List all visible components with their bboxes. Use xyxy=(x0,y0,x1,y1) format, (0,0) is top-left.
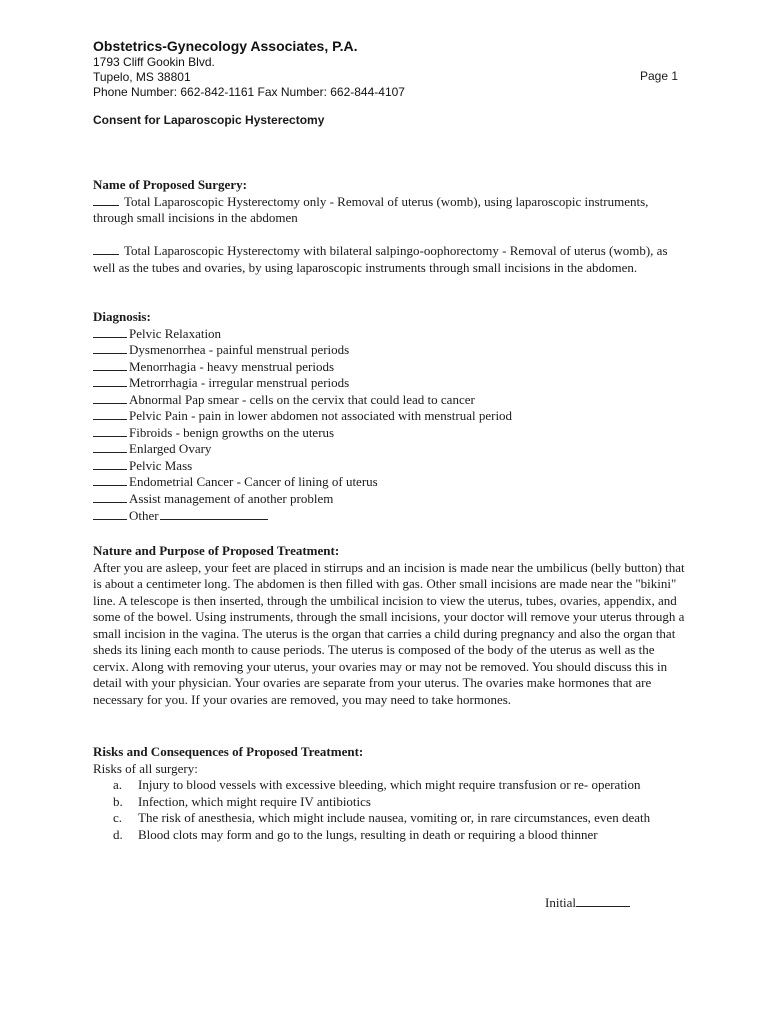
risks-list xyxy=(93,777,683,843)
diagnosis-checkline[interactable] xyxy=(93,508,127,520)
diagnosis-checkline[interactable] xyxy=(93,392,127,404)
diagnosis-checkline[interactable] xyxy=(93,425,127,437)
address-line-2: Tupelo, MS 38801 xyxy=(93,70,191,84)
practice-name: Obstetrics-Gynecology Associates, P.A. xyxy=(93,38,358,54)
diagnosis-item xyxy=(93,474,683,491)
risk-item-text: The risk of anesthesia, which might include nausea, vomiting or, in rare circumstances, even death xyxy=(138,810,651,825)
diagnosis-item-text: Assist management of another problem xyxy=(129,490,334,506)
diagnosis-checkline[interactable] xyxy=(93,491,127,503)
surgery-section xyxy=(93,177,683,276)
risks-intro: Risks of all surgery: xyxy=(93,760,198,776)
risk-item-text: Injury to blood vessels with excessive bleeding, which might require transfusion or re- operation xyxy=(138,777,641,792)
surgery-option-2-checkline[interactable] xyxy=(93,243,119,255)
diagnosis-checkline[interactable] xyxy=(93,441,127,453)
surgery-option-2 xyxy=(93,243,683,276)
diagnosis-item-text: Pelvic Mass xyxy=(129,457,193,473)
risk-item xyxy=(93,810,683,827)
diagnosis-item xyxy=(93,508,683,525)
diagnosis-item-text: Endometrial Cancer - Cancer of lining of uterus xyxy=(129,474,378,490)
diagnosis-item-text: Fibroids - benign growths on the uterus xyxy=(129,424,335,440)
diagnosis-item-text: Other xyxy=(129,507,159,523)
surgery-heading: Name of Proposed Surgery: xyxy=(93,177,247,192)
nature-section xyxy=(93,543,685,708)
diagnosis-checkline[interactable] xyxy=(93,458,127,470)
diagnosis-item xyxy=(93,408,683,425)
phone-fax: Phone Number: 662-842-1161 Fax Number: 662-844-4107 xyxy=(93,85,405,99)
initial-label: Initial xyxy=(545,895,577,910)
diagnosis-item xyxy=(93,458,683,475)
diagnosis-checkline[interactable] xyxy=(93,408,127,420)
form-title: Consent for Laparoscopic Hysterectomy xyxy=(93,113,325,127)
risk-item xyxy=(93,777,683,794)
nature-text: After you are asleep, your feet are placed in stirrups and an incision is made near the umbilicus (belly button) that is about a centimeter long. The abdomen is then filled with gas. Other small incisions are made near the "bikini" line. A telescope is then inserted, through the umbilical incision to view the uterus, tubes, ovaries, appendix, and some of the bowel. Using instruments, through the small incisions, your doctor will remove your uterus through a small incision in the vagina. The uterus is the organ that carries a child during pregnancy and also the organ that sheds its lining each month to cause periods. The uterus is composed of the body of the uterus as well as the cervix. Along with removing your uterus, your ovaries may or may not be removed. You should discuss this in detail with your physician. Your ovaries are separate from your uterus. The ovaries make hormones that are necessary for you. If your ovaries are removed, you may need to take hormones. xyxy=(93,559,685,707)
diagnosis-item-text: Dysmenorrhea - painful menstrual periods xyxy=(129,342,350,358)
diagnosis-item-text: Abnormal Pap smear - cells on the cervix that could lead to cancer xyxy=(129,391,475,407)
practice-header xyxy=(93,38,693,100)
risk-item-letter: b. xyxy=(113,793,123,809)
diagnosis-item xyxy=(93,392,683,409)
diagnosis-section xyxy=(93,309,683,524)
risk-item-text: Infection, which might require IV antibiotics xyxy=(138,793,371,809)
diagnosis-item-text: Menorrhagia - heavy menstrual periods xyxy=(129,358,335,374)
risk-item-text: Blood clots may form and go to the lungs, resulting in death or requiring a blood thinner xyxy=(138,826,598,842)
diagnosis-item-text: Pelvic Relaxation xyxy=(129,325,222,341)
risk-item-letter: d. xyxy=(113,826,123,842)
diagnosis-item xyxy=(93,359,683,376)
diagnosis-item xyxy=(93,441,683,458)
initial-field xyxy=(545,895,632,912)
diagnosis-item-text: Pelvic Pain - pain in lower abdomen not associated with menstrual period xyxy=(129,408,513,424)
diagnosis-checkline[interactable] xyxy=(93,375,127,387)
address-line-1: 1793 Cliff Gookin Blvd. xyxy=(93,55,215,69)
risk-item-letter: c. xyxy=(113,810,123,825)
risk-item xyxy=(93,827,683,844)
surgery-option-1-text: Total Laparoscopic Hysterectomy only - Removal of uterus (womb), using laparoscopic instruments, through small incisions in the abdomen xyxy=(93,193,649,225)
diagnosis-item xyxy=(93,491,683,508)
diagnosis-item xyxy=(93,342,683,359)
diagnosis-checkline[interactable] xyxy=(93,342,127,354)
diagnosis-checkline[interactable] xyxy=(93,474,127,486)
diagnosis-checkline[interactable] xyxy=(93,326,127,338)
risks-heading: Risks and Consequences of Proposed Treatment: xyxy=(93,744,364,759)
diagnosis-heading: Diagnosis: xyxy=(93,309,151,324)
nature-heading: Nature and Purpose of Proposed Treatment: xyxy=(93,543,340,558)
diagnosis-item-text: Metrorrhagia - irregular menstrual periods xyxy=(129,375,350,391)
other-fill-line[interactable] xyxy=(160,508,268,520)
diagnosis-item xyxy=(93,425,683,442)
diagnosis-checkline[interactable] xyxy=(93,359,127,371)
risks-section xyxy=(93,744,683,843)
diagnosis-item xyxy=(93,326,683,343)
diagnosis-item-text: Enlarged Ovary xyxy=(129,441,212,457)
surgery-option-1-checkline[interactable] xyxy=(93,194,119,206)
surgery-option-1 xyxy=(93,194,683,227)
initial-line[interactable] xyxy=(576,895,630,907)
risk-item-letter: a. xyxy=(113,777,123,792)
page-number: Page 1 xyxy=(640,69,679,83)
surgery-option-2-text: Total Laparoscopic Hysterectomy with bilateral salpingo-oophorectomy - Removal of uterus (womb), as well as the tubes and ovaries, by using laparoscopic instruments through small incisions in the abdomen. xyxy=(93,243,668,275)
risk-item xyxy=(93,794,683,811)
diagnosis-item xyxy=(93,375,683,392)
diagnosis-list xyxy=(93,326,683,525)
